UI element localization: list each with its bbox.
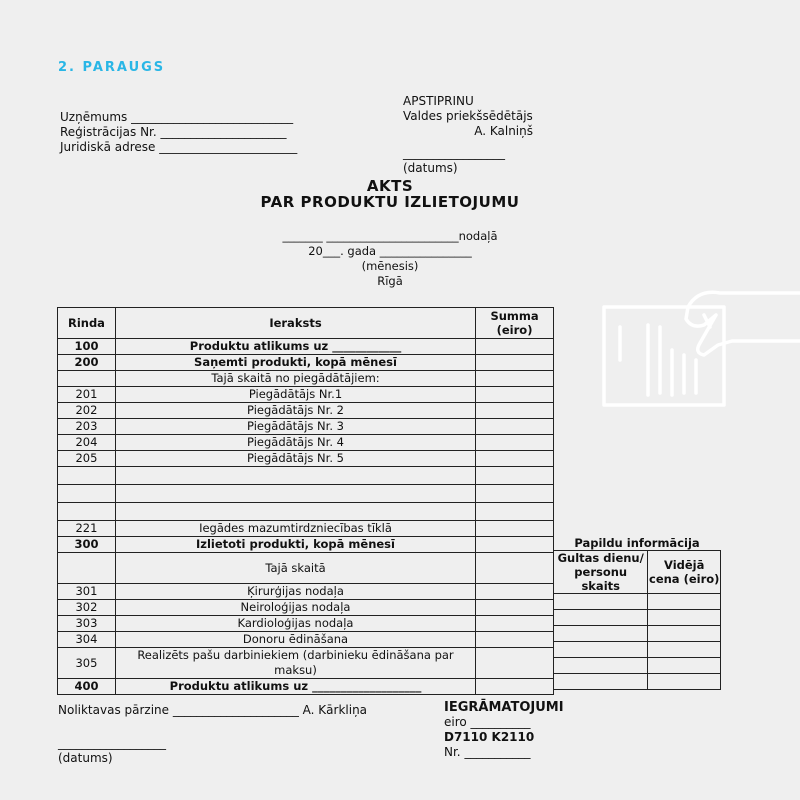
chair-label: Valdes priekšsēdētājs	[403, 109, 533, 123]
table-row	[58, 371, 554, 387]
footer-date-line: __________________	[58, 736, 166, 750]
main-table	[57, 307, 554, 695]
table-row	[58, 584, 554, 600]
table-row	[58, 435, 554, 451]
row-sum-cell[interactable]	[476, 419, 554, 435]
avg-price-cell[interactable]	[648, 626, 721, 642]
table-row	[58, 451, 554, 467]
row-entry	[115, 503, 475, 521]
row-entry: Iegādes mazumtirdzniecības tīklā	[115, 521, 475, 537]
row-code: 200	[58, 355, 116, 371]
row-sum-cell[interactable]	[476, 632, 554, 648]
row-code: 205	[58, 451, 116, 467]
row-sum-cell[interactable]	[476, 600, 554, 616]
table-header-row	[58, 308, 554, 339]
row-sum-cell[interactable]	[476, 467, 554, 485]
table-row	[58, 419, 554, 435]
side-table-title: Papildu informācija	[574, 536, 700, 550]
row-code: 204	[58, 435, 116, 451]
row-entry: Produktu atlikums uz ___________________	[115, 679, 475, 695]
approval-block	[403, 94, 563, 176]
row-sum-cell[interactable]	[476, 371, 554, 387]
row-sum-cell[interactable]	[476, 553, 554, 584]
address-field: Juridiskā adrese _______________________	[60, 140, 298, 154]
row-code	[58, 503, 116, 521]
bed-days-cell[interactable]	[554, 594, 648, 610]
row-entry: Tajā skaitā no piegādātājiem:	[115, 371, 475, 387]
row-code: 305	[58, 648, 116, 679]
header-row-code: Rinda	[58, 308, 116, 339]
header-sum: Summa (eiro)	[476, 308, 554, 339]
department-line: _______ _______________________nodaļā	[282, 229, 498, 243]
table-row	[58, 648, 554, 679]
row-code: 400	[58, 679, 116, 695]
side-header-avg-price: Vidējā cena (eiro)	[648, 551, 721, 594]
avg-price-cell[interactable]	[648, 610, 721, 626]
side-table-row	[554, 658, 721, 674]
row-code: 300	[58, 537, 116, 553]
side-table-row	[554, 642, 721, 658]
table-row	[58, 403, 554, 419]
row-code: 202	[58, 403, 116, 419]
avg-price-cell[interactable]	[648, 674, 721, 690]
bed-days-cell[interactable]	[554, 610, 648, 626]
row-sum-cell[interactable]	[476, 584, 554, 600]
approval-date-label: (datums)	[403, 161, 458, 175]
warehouse-line: Noliktavas pārzine _____________________ A. Kārkliņa	[58, 703, 368, 717]
header-entry: Ieraksts	[115, 308, 475, 339]
side-table-row	[554, 626, 721, 642]
table-row	[58, 485, 554, 503]
bookkeeping-heading: IEGRĀMATOJUMI	[444, 700, 564, 715]
approval-date-line: _________________	[403, 146, 505, 160]
sample-label: 2. PARAUGS	[58, 60, 166, 75]
approve-label: APSTIPRINU	[403, 94, 474, 108]
row-sum-cell[interactable]	[476, 485, 554, 503]
row-entry: Piegādātājs Nr. 2	[115, 403, 475, 419]
row-sum-cell[interactable]	[476, 503, 554, 521]
row-sum-cell[interactable]	[476, 679, 554, 695]
table-row	[58, 553, 554, 584]
hand-holding-document-icon	[600, 285, 800, 410]
bookkeeping-euro: eiro __________	[444, 715, 531, 729]
bookkeeping-codes: D7110 K2110	[444, 730, 535, 744]
table-row	[58, 339, 554, 355]
table-row	[58, 355, 554, 371]
table-row	[58, 467, 554, 485]
row-code: 100	[58, 339, 116, 355]
row-code	[58, 371, 116, 387]
bed-days-cell[interactable]	[554, 674, 648, 690]
company-field: Uzņēmums ___________________________	[60, 110, 294, 124]
title-line-1: AKTS	[366, 177, 414, 195]
avg-price-cell[interactable]	[648, 642, 721, 658]
row-entry: Ķirurģijas nodaļa	[115, 584, 475, 600]
table-row	[58, 679, 554, 695]
side-table-row	[554, 674, 721, 690]
row-entry: Realizēts pašu darbiniekiem (darbinieku ēdināšana par maksu)	[115, 648, 475, 679]
row-code	[58, 553, 116, 584]
row-sum-cell[interactable]	[476, 403, 554, 419]
row-sum-cell[interactable]	[476, 616, 554, 632]
bed-days-cell[interactable]	[554, 642, 648, 658]
row-sum-cell[interactable]	[476, 355, 554, 371]
row-code	[58, 485, 116, 503]
row-code: 301	[58, 584, 116, 600]
bed-days-cell[interactable]	[554, 626, 648, 642]
registration-field: Reģistrācijas Nr. _____________________	[60, 125, 287, 139]
month-label: (mēnesis)	[361, 259, 419, 273]
warehouse-signature	[58, 703, 367, 766]
row-sum-cell[interactable]	[476, 387, 554, 403]
row-sum-cell[interactable]	[476, 435, 554, 451]
side-header-bed-days: Gultas dienu/ personu skaits	[554, 551, 648, 594]
row-code: 304	[58, 632, 116, 648]
row-code: 221	[58, 521, 116, 537]
row-code: 302	[58, 600, 116, 616]
row-sum-cell[interactable]	[476, 648, 554, 679]
row-entry	[115, 467, 475, 485]
row-entry: Saņemti produkti, kopā mēnesī	[115, 355, 475, 371]
document-title	[0, 178, 780, 210]
row-entry: Produktu atlikums uz ____________	[115, 339, 475, 355]
row-code	[58, 467, 116, 485]
row-entry	[115, 485, 475, 503]
row-entry: Piegādātājs Nr. 5	[115, 451, 475, 467]
title-line-2: PAR PRODUKTU IZLIETOJUMU	[260, 193, 520, 211]
row-entry: Izlietoti produkti, kopā mēnesī	[115, 537, 475, 553]
row-entry: Donoru ēdināšana	[115, 632, 475, 648]
row-sum-cell[interactable]	[476, 537, 554, 553]
footer-date-label: (datums)	[58, 751, 113, 765]
table-row	[58, 521, 554, 537]
document-subtitle	[0, 229, 780, 289]
table-row	[58, 600, 554, 616]
side-table-row	[554, 594, 721, 610]
row-code: 303	[58, 616, 116, 632]
row-entry: Kardioloģijas nodaļa	[115, 616, 475, 632]
avg-price-cell[interactable]	[648, 594, 721, 610]
bookkeeping-block	[444, 700, 564, 760]
table-row	[58, 503, 554, 521]
row-entry: Neiroloģijas nodaļa	[115, 600, 475, 616]
table-row	[58, 537, 554, 553]
row-entry: Piegādātājs Nr.1	[115, 387, 475, 403]
row-code: 201	[58, 387, 116, 403]
year-line: 20___. gada ________________	[308, 244, 472, 258]
side-table-row	[554, 610, 721, 626]
row-sum-cell[interactable]	[476, 451, 554, 467]
bookkeeping-number: Nr. ___________	[444, 745, 531, 759]
side-header-row	[554, 551, 721, 594]
row-entry: Piegādātājs Nr. 3	[115, 419, 475, 435]
table-row	[58, 387, 554, 403]
avg-price-cell[interactable]	[648, 658, 721, 674]
bed-days-cell[interactable]	[554, 658, 648, 674]
table-row	[58, 632, 554, 648]
row-sum-cell[interactable]	[476, 339, 554, 355]
row-code: 203	[58, 419, 116, 435]
company-info	[60, 110, 297, 155]
table-row	[58, 616, 554, 632]
row-entry: Tajā skaitā	[115, 553, 475, 584]
signer-name: A. Kalniņš	[474, 124, 533, 138]
city-label: Rīgā	[377, 274, 403, 288]
row-entry: Piegādātājs Nr. 4	[115, 435, 475, 451]
additional-info-table	[553, 550, 721, 690]
row-sum-cell[interactable]	[476, 521, 554, 537]
